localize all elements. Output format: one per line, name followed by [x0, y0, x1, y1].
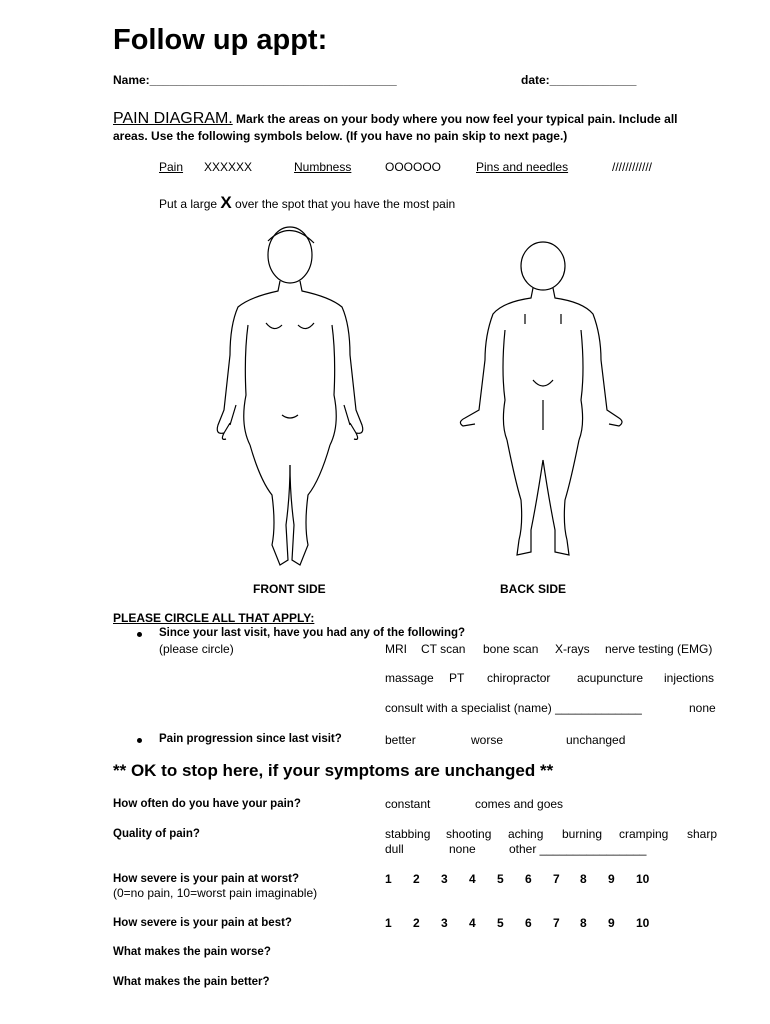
opt-x-rays[interactable]: X-rays	[555, 642, 590, 656]
front-body-figure[interactable]	[210, 225, 380, 575]
legend-numbness-symbol: OOOOOO	[385, 160, 442, 174]
opt-pt[interactable]: PT	[449, 671, 465, 685]
opt-dull[interactable]: dull	[385, 842, 404, 856]
bullet-icon	[137, 632, 142, 637]
opt-none[interactable]: none	[689, 701, 716, 715]
opt-worse[interactable]: worse	[471, 733, 504, 747]
date-field[interactable]: date:_____________	[521, 73, 637, 87]
opt-injections[interactable]: injections	[664, 671, 715, 685]
q-better: What makes the pain better?	[113, 976, 270, 988]
opt-chiropractor[interactable]: chiropractor	[487, 671, 551, 685]
worst-scale-7[interactable]: 7	[553, 872, 560, 886]
best-scale-4[interactable]: 4	[469, 916, 476, 930]
opt-ct-scan[interactable]: CT scan	[421, 642, 466, 656]
pain-diagram-text: Mark the areas on your body where you now feel your typical pain. Include all areas. Use the following symbols below. (If you have no pain skip to next page.)	[113, 112, 678, 143]
q1-text: Since your last visit, have you had any of the following?	[159, 627, 466, 639]
opt-comes-and-goes[interactable]: comes and goes	[475, 797, 564, 811]
front-side-label: FRONT SIDE	[253, 582, 326, 596]
opt-better[interactable]: better	[385, 733, 416, 747]
opt-constant[interactable]: constant	[385, 797, 431, 811]
best-scale-5[interactable]: 5	[497, 916, 504, 930]
pain-diagram-heading: PAIN DIAGRAM.	[113, 110, 233, 127]
legend-numbness-label: Numbness	[294, 160, 352, 174]
back-side-label: BACK SIDE	[500, 582, 567, 596]
worst-scale-9[interactable]: 9	[608, 872, 615, 886]
pain-diagram-instructions	[113, 110, 713, 145]
best-scale-8[interactable]: 8	[580, 916, 587, 930]
worst-scale-5[interactable]: 5	[497, 872, 504, 886]
worst-scale-1[interactable]: 1	[385, 872, 392, 886]
name-field[interactable]: Name:_____________________________________	[113, 73, 397, 87]
opt-quality-none[interactable]: none	[449, 842, 476, 856]
best-scale-9[interactable]: 9	[608, 916, 615, 930]
worst-scale-6[interactable]: 6	[525, 872, 532, 886]
worst-scale-3[interactable]: 3	[441, 872, 448, 886]
opt-bone-scan[interactable]: bone scan	[483, 642, 539, 656]
opt-cramping[interactable]: cramping	[619, 827, 669, 841]
worst-scale-8[interactable]: 8	[580, 872, 587, 886]
opt-other[interactable]: other ________________	[509, 842, 647, 856]
best-scale-2[interactable]: 2	[413, 916, 420, 930]
x-instruction-post: over the spot that you have the most pain	[231, 197, 456, 211]
q-worse: What makes the pain worse?	[113, 946, 271, 958]
q1-sub: (please circle)	[159, 642, 234, 656]
circle-heading: PLEASE CIRCLE ALL THAT APPLY:	[113, 611, 315, 625]
x-instruction-pre: Put a large	[159, 197, 221, 211]
q-worst: How severe is your pain at worst?	[113, 873, 299, 885]
legend-pain-label: Pain	[159, 160, 184, 174]
opt-stabbing[interactable]: stabbing	[385, 827, 431, 841]
worst-scale-2[interactable]: 2	[413, 872, 420, 886]
q-best: How severe is your pain at best?	[113, 917, 292, 929]
opt-sharp[interactable]: sharp	[687, 827, 718, 841]
opt-burning[interactable]: burning	[562, 827, 603, 841]
q2-text: Pain progression since last visit?	[159, 733, 342, 745]
q-worst-sub: (0=no pain, 10=worst pain imaginable)	[113, 886, 318, 900]
back-body-figure[interactable]	[455, 240, 625, 575]
opt-acupuncture[interactable]: acupuncture	[577, 671, 644, 685]
worst-scale-4[interactable]: 4	[469, 872, 476, 886]
opt-shooting[interactable]: shooting	[446, 827, 492, 841]
best-scale-7[interactable]: 7	[553, 916, 560, 930]
opt-unchanged[interactable]: unchanged	[566, 733, 626, 747]
opt-mri[interactable]: MRI	[385, 642, 407, 656]
best-scale-10[interactable]: 10	[636, 916, 650, 930]
q-often: How often do you have your pain?	[113, 798, 301, 810]
worst-scale-10[interactable]: 10	[636, 872, 650, 886]
bullet-icon	[137, 738, 142, 743]
opt-massage[interactable]: massage	[385, 671, 434, 685]
best-scale-3[interactable]: 3	[441, 916, 448, 930]
legend-pins-label: Pins and needles	[476, 160, 569, 174]
ok-stop-heading: ** OK to stop here, if your symptoms are unchanged **	[113, 761, 554, 780]
legend-pins-symbol: ////////////	[612, 160, 653, 174]
opt-aching[interactable]: aching	[508, 827, 544, 841]
q-quality: Quality of pain?	[113, 828, 200, 840]
legend-pain-symbol: XXXXXX	[204, 160, 253, 174]
best-scale-6[interactable]: 6	[525, 916, 532, 930]
opt-nerve-testing[interactable]: nerve testing (EMG)	[605, 642, 713, 656]
x-mark: X	[220, 193, 232, 212]
best-scale-1[interactable]: 1	[385, 916, 392, 930]
opt-consult-specialist[interactable]: consult with a specialist (name) _____________	[385, 701, 642, 715]
x-instruction	[159, 193, 455, 213]
page-title: Follow up appt:	[113, 24, 328, 56]
